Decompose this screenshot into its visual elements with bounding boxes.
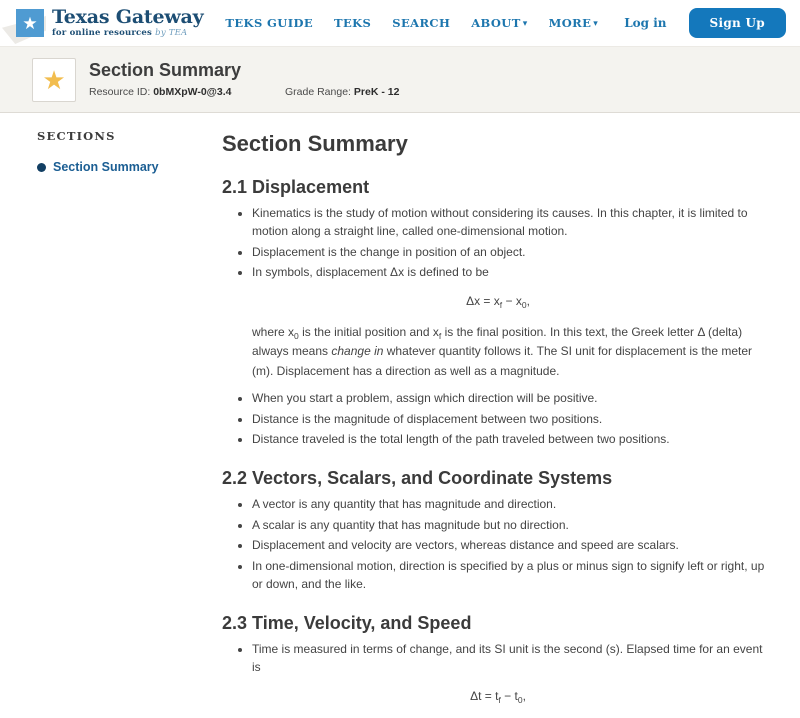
list-item: • A scalar is any quantity that has magnitude but no direction. <box>252 516 774 534</box>
page-title: Section Summary <box>222 131 408 156</box>
logo-tagline <box>52 28 204 38</box>
banner-text <box>89 61 399 98</box>
resource-icon-box <box>32 58 76 102</box>
formula-part: Δx = x <box>466 294 500 308</box>
formula-part: , <box>526 294 530 308</box>
section-heading-2-2: 2.2 Vectors, Scalars, and Coordinate Systems <box>222 468 613 489</box>
star-icon: ★ <box>42 64 66 95</box>
sidebar-item-section-summary[interactable] <box>37 160 222 174</box>
login-link[interactable]: Log in <box>624 16 667 30</box>
list-item: • When you start a problem, assign which direction will be positive. <box>252 389 774 407</box>
para-part: where x <box>252 325 295 339</box>
formula-subscript: f <box>499 300 503 310</box>
nav-search[interactable]: SEARCH <box>392 16 451 30</box>
star-icon: ★ <box>22 13 38 33</box>
displacement-formula <box>222 294 774 308</box>
logo-tagline-text: for online resources <box>52 27 152 38</box>
bullet-list <box>222 204 774 281</box>
nav-more-label: MORE <box>548 16 592 30</box>
resource-id-value: 0bMXpW-0@3.4 <box>153 85 232 98</box>
para-part: is the initial position and x <box>298 325 439 339</box>
nav-about[interactable] <box>471 16 527 30</box>
list-item: • In symbols, displacement Δx is defined to be <box>252 263 774 281</box>
grade-range <box>285 86 399 98</box>
site-header <box>0 0 800 46</box>
bullet-list <box>222 495 774 593</box>
chevron-down-icon: ▾ <box>522 19 528 29</box>
list-item: • Kinematics is the study of motion without considering its causes. In this chapter, it is limited to motion along a straight line, called one-dimensional motion. <box>252 204 774 240</box>
bullet-list <box>222 640 774 676</box>
nav-teks[interactable]: TEKS <box>334 16 372 30</box>
formula-subscript: 0 <box>521 300 527 310</box>
formula-part: − x <box>502 294 522 308</box>
bullet-icon <box>37 163 46 172</box>
formula-subscript: f <box>498 694 501 705</box>
para-subscript: 0 <box>294 331 299 341</box>
banner-meta <box>89 86 399 98</box>
section-heading-2-1: 2.1 Displacement <box>222 177 370 197</box>
resource-banner <box>0 46 800 113</box>
formula-subscript: 0 <box>517 694 523 705</box>
list-item: • Distance traveled is the total length of the path traveled between two positions. <box>252 430 774 448</box>
sections-heading: SECTIONS <box>37 129 116 143</box>
list-item: • Time is measured in terms of change, and its SI unit is the second (s). Elapsed time for an event is <box>252 640 774 676</box>
list-item: • Displacement is the change in position of an object. <box>252 243 774 261</box>
displacement-paragraph <box>252 323 774 381</box>
para-emphasis: change in <box>331 344 384 359</box>
content-column <box>222 125 788 718</box>
logo-square <box>16 9 44 37</box>
list-item: • Displacement and velocity are vectors, whereas distance and speed are scalars. <box>252 536 774 554</box>
nav-more[interactable] <box>549 16 599 30</box>
grade-range-label: Grade Range: <box>285 85 354 98</box>
grade-range-value: PreK - 12 <box>353 85 400 98</box>
para-part: whatever quantity follows it. The SI unit for displacement is the meter (m). Displacement has a direction as well as a magnitude. <box>252 344 753 378</box>
resource-id-label: Resource ID: <box>89 85 154 98</box>
para-subscript: f <box>438 331 442 341</box>
sections-sidebar <box>0 125 222 718</box>
signup-button[interactable]: Sign Up <box>689 8 786 38</box>
logo-title: Texas Gateway <box>52 6 204 29</box>
list-item: • In one-dimensional motion, direction is specified by a plus or minus sign to signify left or right, up or down, and the like. <box>252 557 774 593</box>
banner-title: Section Summary <box>89 60 242 81</box>
bullet-list <box>222 389 774 448</box>
main-nav <box>225 16 598 30</box>
nav-about-label: ABOUT <box>471 16 521 30</box>
main-area <box>0 113 800 718</box>
nav-teks-guide[interactable]: TEKS GUIDE <box>225 16 314 30</box>
sidebar-item-label: Section Summary <box>53 160 159 174</box>
chevron-down-icon: ▾ <box>593 19 599 29</box>
section-heading-2-3: 2.3 Time, Velocity, and Speed <box>222 612 472 633</box>
elapsed-time-formula <box>222 689 774 703</box>
formula-part: − t <box>500 688 518 703</box>
list-item: • Distance is the magnitude of displacement between two positions. <box>252 410 774 428</box>
resource-id <box>89 86 285 98</box>
list-item: • A vector is any quantity that has magnitude and direction. <box>252 495 774 513</box>
texas-gateway-logo[interactable] <box>16 8 204 38</box>
formula-part: Δt = t <box>470 688 499 703</box>
logo-tagline-by: by TEA <box>155 27 188 38</box>
logo-text <box>52 8 204 38</box>
para-part: is the final position. In this text, the Greek letter Δ (delta) always means <box>252 325 743 359</box>
formula-part: , <box>522 688 526 703</box>
